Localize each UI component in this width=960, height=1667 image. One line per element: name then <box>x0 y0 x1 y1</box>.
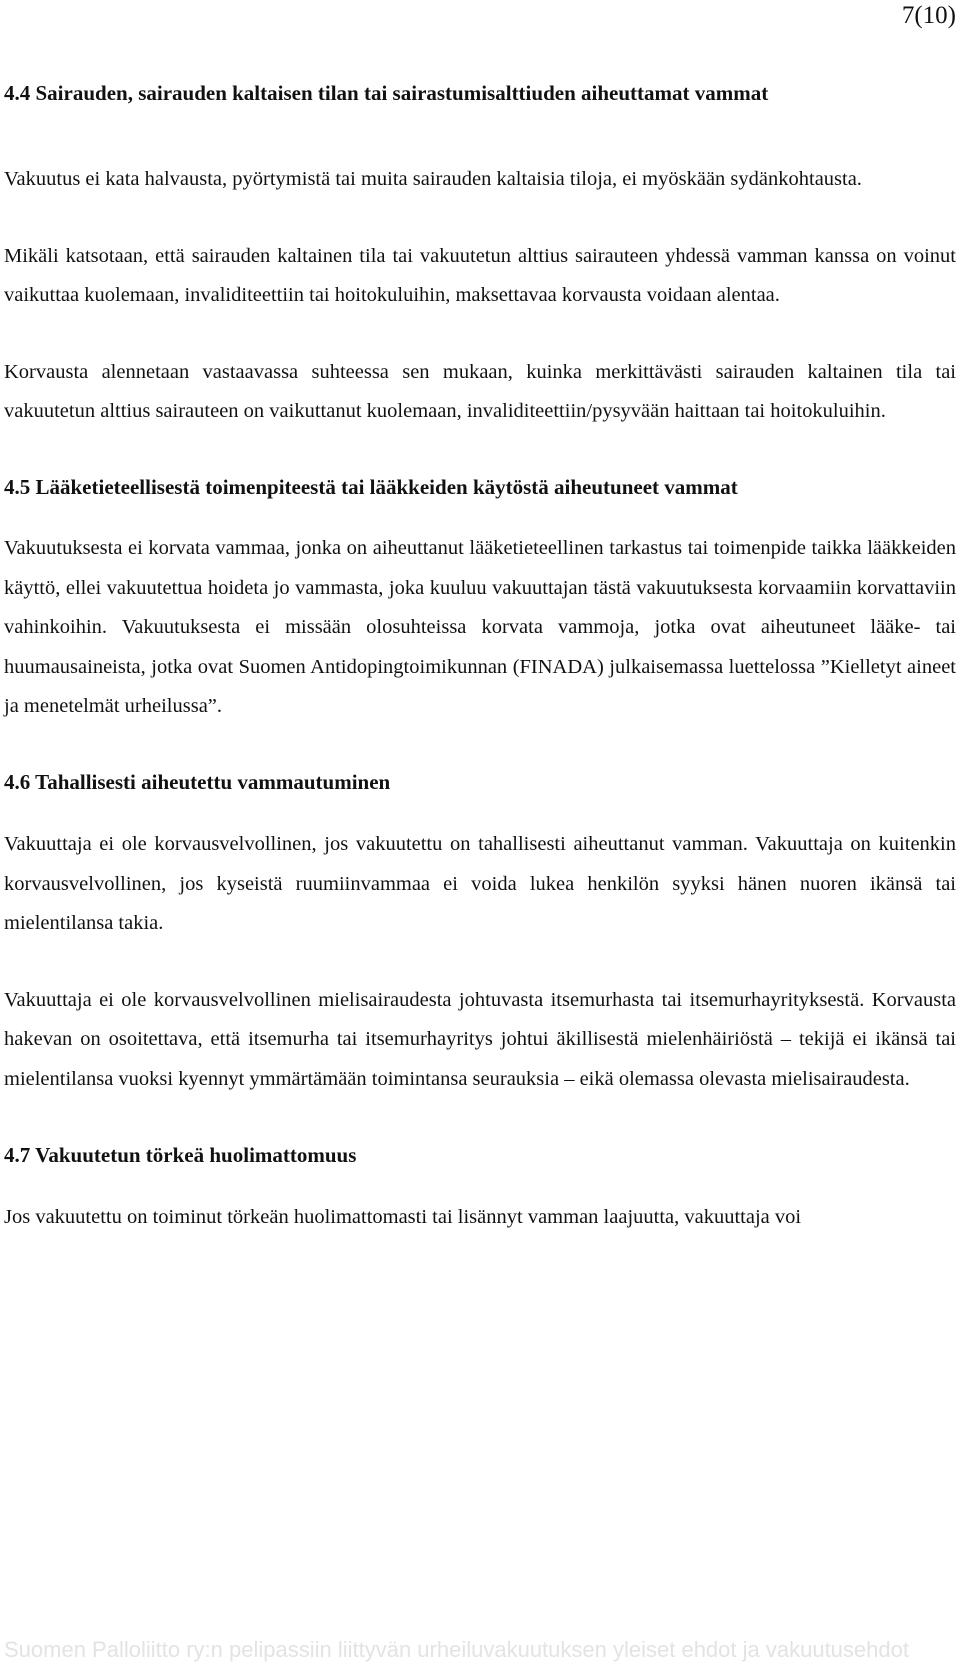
section-4-6 <box>4 769 956 1100</box>
section-heading: 4.6 Tahallisesti aiheutettu vammautuminen <box>4 769 391 794</box>
paragraph: Vakuuttaja ei ole korvausvelvollinen, jos vakuutettu on tahallisesti aiheuttanut vamman. Vakuuttaja on kuitenkin korvausvelvollinen, jos kyseistä ruumiinvammaa ei voida lukea henkilön syyksi hänen nuoren ikänsä tai mielentilansa takia. <box>4 832 956 935</box>
section-heading: 4.4 Sairauden, sairauden kaltaisen tilan tai sairastumisalttiuden aiheuttamat vammat <box>4 81 769 105</box>
section-heading: 4.5 Lääketieteellisestä toimenpiteestä tai lääkkeiden käytöstä aiheutuneet vammat <box>4 474 738 499</box>
paragraph: Vakuutuksesta ei korvata vammaa, jonka on aiheuttanut lääketieteellinen tarkastus tai toimenpide taikka lääkkeiden käyttö, ellei vakuutettua hoideta jo vammasta, joka kuuluu vakuuttajan tästä vakuutuksesta korvaamiin korvattaviin vahinkoihin. Vakuutuksesta ei missään olosuhteissa korvata vammoja, jotka ovat aiheutuneet lääke- tai huumausaineista, jotka ovat Suomen Antidopingtoimikunnan (FINADA) julkaisemassa luettelossa ”Kielletyt aineet ja menetelmät urheilussa”. <box>4 536 956 718</box>
paragraph: Jos vakuutettu on toiminut törkeän huolimattomasti tai lisännyt vamman laajuutta, vakuuttaja voi <box>4 1205 802 1228</box>
paragraph: Vakuutus ei kata halvausta, pyörtymistä tai muita sairauden kaltaisia tiloja, ei myöskään sydänkohtausta. <box>4 168 862 190</box>
section-4-7 <box>4 1142 956 1238</box>
page-footer: Suomen Palloliitto ry:n pelipassiin liittyvän urheiluvakuutuksen yleiset ehdot ja vakuutusehdot <box>4 1637 909 1662</box>
paragraph: Mikäli katsotaan, että sairauden kaltainen tila tai vakuutetun alttius sairauteen yhdessä vamman kanssa on voinut vaikuttaa kuolemaan, invaliditeettiin tai hoitokuluihin, maksettavaa korvausta voidaan alentaa. <box>4 244 956 307</box>
paragraph: Vakuuttaja ei ole korvausvelvollinen mielisairaudesta johtuvasta itsemurhasta tai itsemurhayrityksestä. Korvausta hakevan on osoitettava, että itsemurha tai itsemurhayritys johtui äkillisestä mielenhäiriöstä – tekijä ei ikänsä tai mielentilansa vuoksi kyennyt ymmärtämään toimintansa seurauksia – eikä olemassa olevasta mielisairaudesta. <box>4 988 956 1090</box>
page-number: 7(10) <box>901 2 956 29</box>
section-4-5 <box>4 474 956 727</box>
paragraph: Korvausta alennetaan vastaavassa suhteessa sen mukaan, kuinka merkittävästi sairauden kaltainen tila tai vakuutetun alttius sairauteen on vaikuttanut kuolemaan, invaliditeettiin/pysyvään haittaan tai hoitokuluihin. <box>4 360 956 423</box>
section-4-4 <box>4 80 956 432</box>
document-body <box>4 80 956 1237</box>
section-heading: 4.7 Vakuutetun törkeä huolimattomuus <box>4 1142 357 1167</box>
